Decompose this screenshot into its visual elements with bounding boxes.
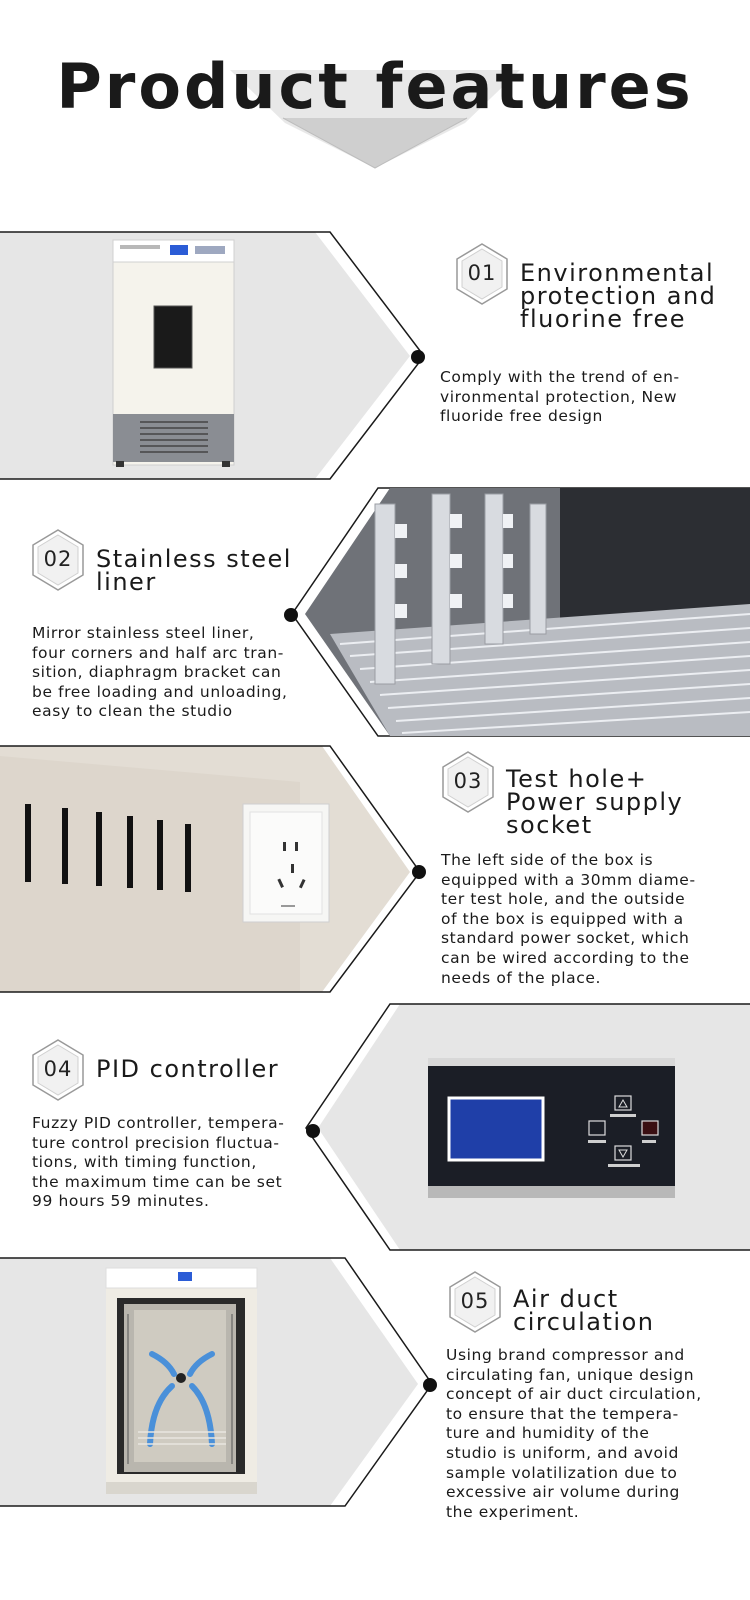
feature-badge-04: [30, 1038, 86, 1102]
feature-description-03: The left side of the box is equipped with a 30mm diame- ter test hole, and the outside of the box is equipped with a standard power socket, which can be wired according to the needs of the place.: [441, 851, 696, 987]
feature-title-04: PID controller: [96, 1055, 280, 1083]
feature-description-04: Fuzzy PID controller, tempera- ture control precision fluctua- tions, with timing function, the maximum time can be set 99 hours 59 minutes.: [32, 1114, 285, 1211]
feature-description-02: Mirror stainless steel liner, four corners and half arc tran- sition, diaphragm bracket can be free loading and unloading, easy to clean the studio: [32, 624, 288, 721]
feature-section-03: [0, 742, 750, 998]
feature-title-02: Stainless steel liner: [96, 545, 292, 596]
pointer-dot: [306, 1124, 320, 1138]
power-socket-image: [0, 746, 410, 992]
stainless-liner-image: [305, 488, 750, 736]
feature-description-01: Comply with the trend of en- vironmental protection, New fluoride free design: [440, 368, 680, 426]
controller-panel-image: [428, 1058, 675, 1198]
feature-section-02: [0, 484, 750, 742]
pointer-dot: [284, 608, 298, 622]
pointer-dot: [412, 865, 426, 879]
feature-badge-03: [440, 750, 496, 814]
incubator-front-image: [113, 240, 234, 467]
feature-badge-02: [30, 528, 86, 592]
feature-number: 05: [460, 1289, 490, 1313]
feature-number: 01: [467, 261, 497, 285]
feature-badge-05: [447, 1270, 503, 1334]
feature-section-01: [0, 228, 750, 484]
feature-section-05: [0, 1254, 750, 1524]
feature-title-03: Test hole+ Power supply socket: [506, 765, 684, 839]
feature-number: 02: [43, 547, 73, 571]
feature-badge-01: [454, 242, 510, 306]
feature-section-04: [0, 1000, 750, 1254]
feature-title-01: Environmental protection and fluorine free: [520, 259, 717, 333]
page-title: Product features: [56, 50, 694, 123]
pointer-dot: [411, 350, 425, 364]
air-duct-image: [106, 1268, 257, 1494]
feature-description-05: Using brand compressor and circulating fan, unique design concept of air duct circulation, to ensure that the tempera- ture and humidity of the studio is uniform, and avoid sample volatilization due to excessive air volume during the experiment.: [446, 1346, 702, 1521]
pointer-dot: [423, 1378, 437, 1392]
feature-number: 03: [453, 769, 483, 793]
feature-title-05: Air duct circulation: [513, 1285, 655, 1336]
feature-number: 04: [43, 1057, 73, 1081]
